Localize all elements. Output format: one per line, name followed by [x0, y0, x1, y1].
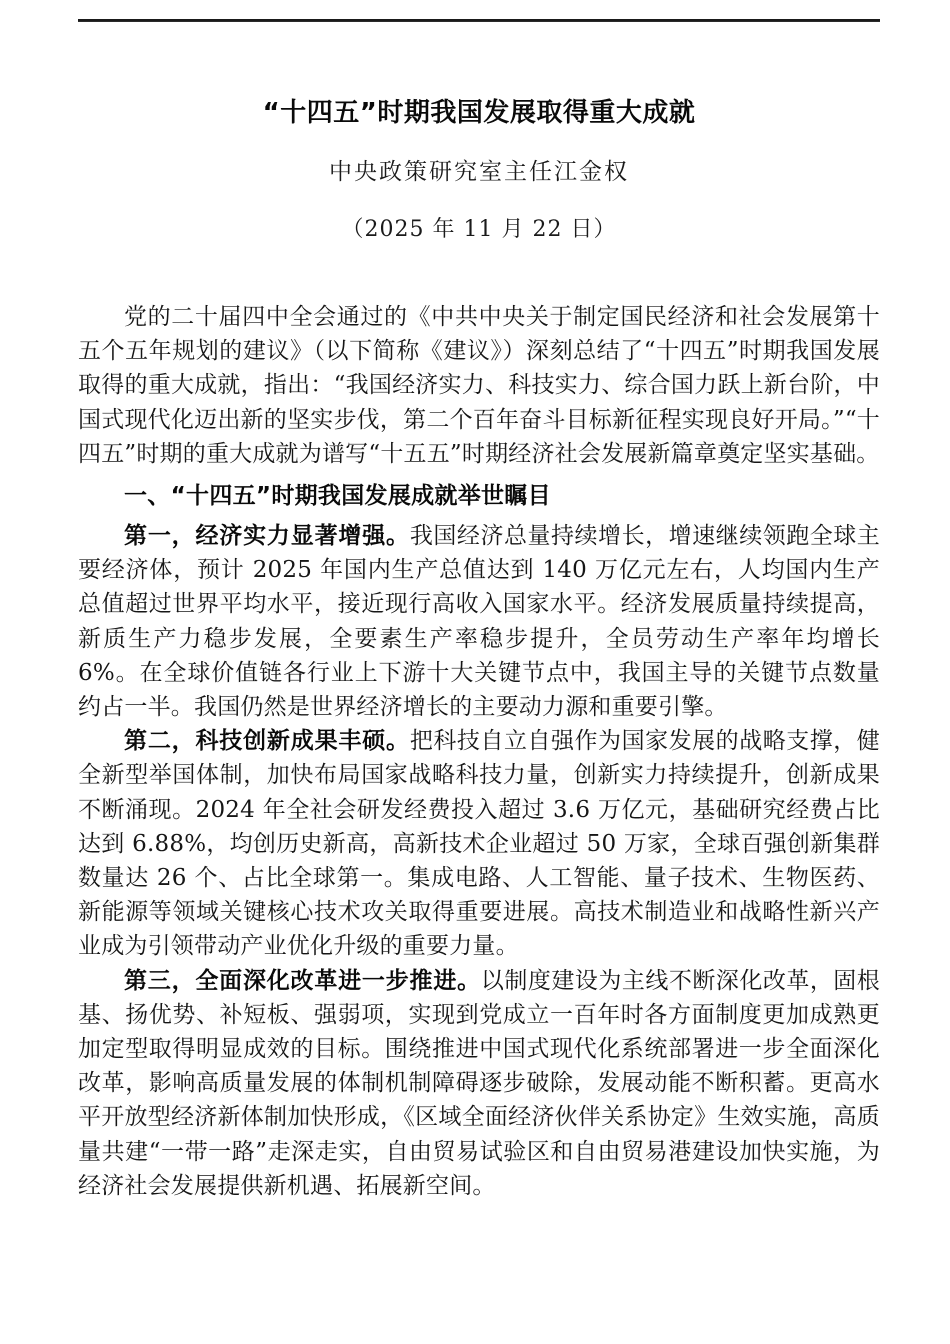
document-byline: 中央政策研究室主任江金权	[329, 159, 629, 185]
section-heading-one: 一、“十四五”时期我国发展成就举世瞩目	[124, 483, 551, 510]
paragraph-intro: 党的二十届四中全会通过的《中共中央关于制定国民经济和社会发展第十五个五年规划的建议》（以下简称《建议》）深刻总结了“十四五”时期我国发展取得的重大成就，指出：“我国经济实力、科技实力、综合国力跃上新台阶，中国式现代化迈出新的坚实步伐，第二个百年奋斗目标新征程实现良好开局。”“十四五”时期的重大成就为谱写“十五五”时期经济社会发展新篇章奠定坚实基础。	[78, 304, 880, 467]
paragraph-point-one-lead: 第一，经济实力显著增强。	[124, 523, 410, 550]
paragraph-point-two-lead: 第二，科技创新成果丰硕。	[124, 728, 410, 755]
paragraph-point-two	[78, 724, 880, 963]
page-title: “十四五”时期我国发展取得重大成就	[262, 98, 696, 128]
paragraph-point-one	[78, 519, 880, 724]
paragraph-point-three	[78, 964, 880, 1203]
paragraph-point-three-text: 以制度建设为主线不断深化改革，固根基、扬优势、补短板、强弱项，实现到党成立一百年时各方面制度更加成熟更加定型取得明显成效的目标。围绕推进中国式现代化系统部署进一步全面深化改革，影响高质量发展的体制机制障碍逐步破除，发展动能不断积蓄。更高水平开放型经济新体制加快形成，《区域全面经济伙伴关系协定》生效实施，高质量共建“一带一路”走深走实，自由贸易试验区和自由贸易港建设加快实施，为经济社会发展提供新机遇、拓展新空间。	[78, 967, 880, 1199]
paragraph-point-two-text: 把科技自立自强作为国家发展的战略支撑，健全新型举国体制，加快布局国家战略科技力量，创新实力持续提升，创新成果不断涌现。2024 年全社会研发经费投入超过 3.6 万亿元，基础研究经费占比达到 6.88%，均创历史新高，高新技术企业超过 50 万家，全球百强创新集群数量达 26 个、占比全球第一。集成电路、人工智能、量子技术、生物医药、新能源等领域关键核心技术攻关取得重要进展。高技术制造业和战略性新兴产业成为引领带动产业优化升级的重要力量。	[78, 728, 881, 960]
document-date: （2025 年 11 月 22 日）	[341, 217, 617, 242]
document-body	[78, 246, 880, 1203]
paragraph-point-three-lead: 第三，全面深化改革进一步推进。	[124, 967, 481, 994]
paragraph-point-one-text: 我国经济总量持续增长，增速继续领跑全球主要经济体，预计 2025 年国内生产总值达到 140 万亿元左右，人均国内生产总值超过世界平均水平，接近现行高收入国家水平。经济发展质量持续提高，新质生产力稳步发展，全要素生产率稳步提升，全员劳动生产率年均增长 6%。在全球价值链各行业上下游十大关键节点中，我国主导的关键节点数量约占一半。我国仍然是世界经济增长的主要动力源和重要引擎。	[78, 523, 881, 721]
document-content	[78, 0, 880, 1203]
